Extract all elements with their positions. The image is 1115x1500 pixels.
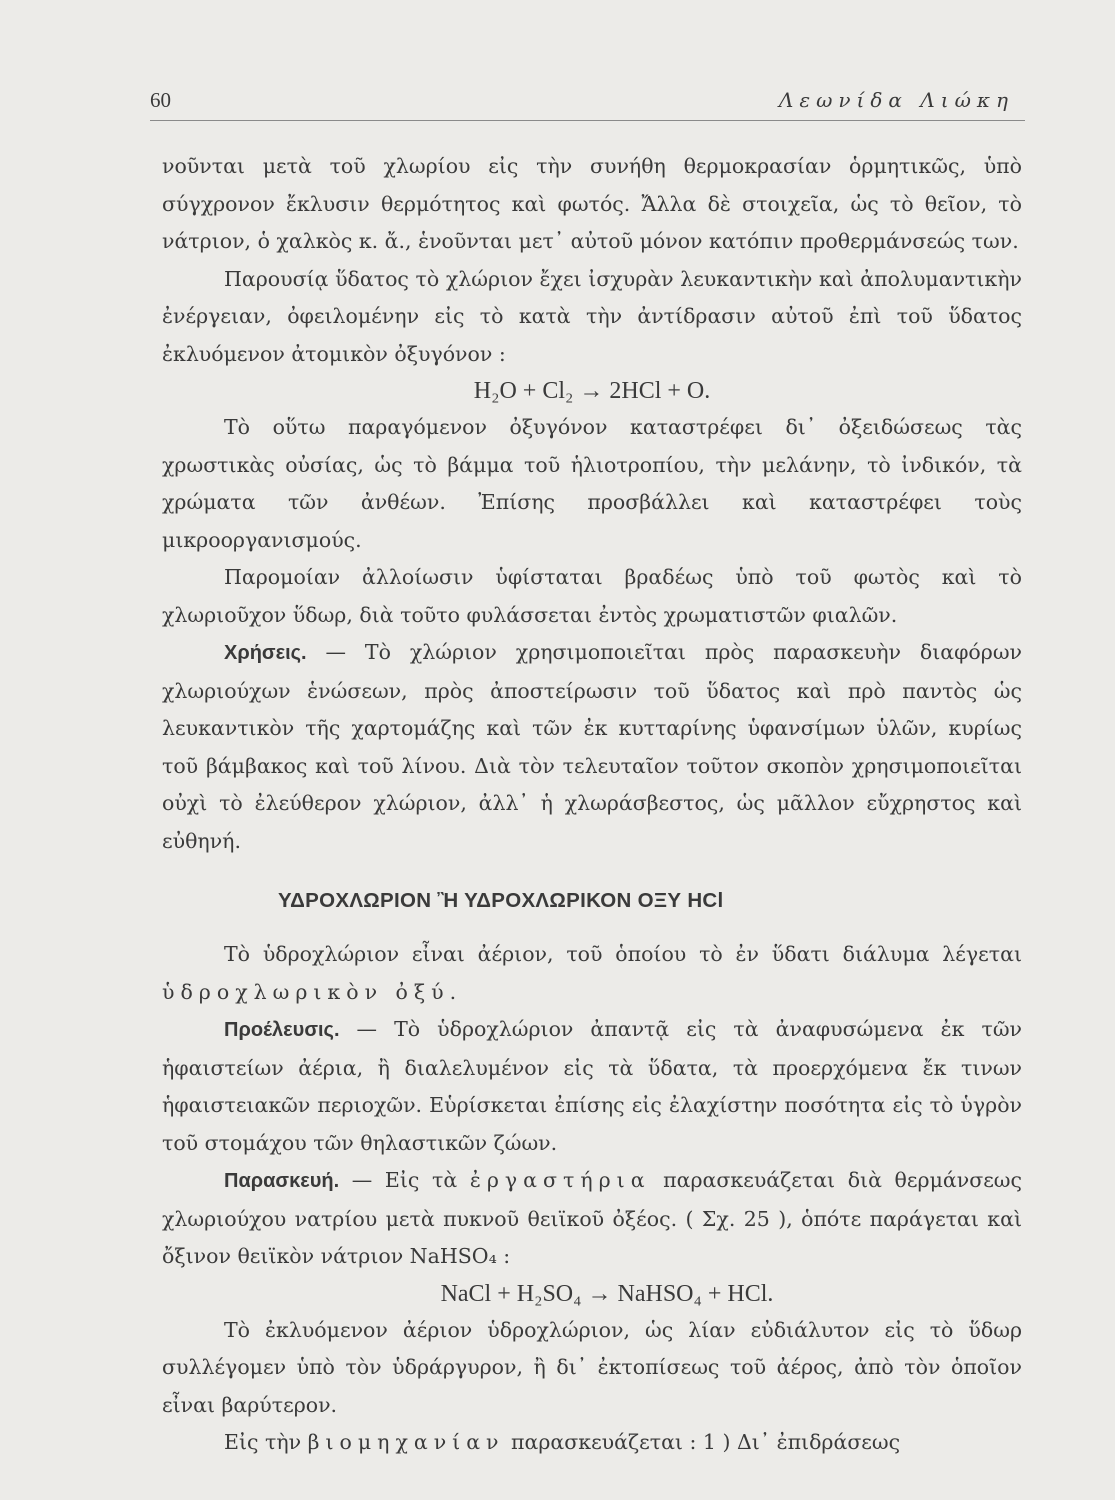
spaced-term: ἐργαστήρια bbox=[469, 1168, 651, 1192]
paragraph-text: Εἰς τὴν bbox=[224, 1430, 308, 1454]
equation: NaCl + H₂SO₄ → NaHSO₄ + HCl. bbox=[440, 1280, 774, 1307]
page-number: 60 bbox=[150, 88, 171, 112]
paragraph: Τὸ ἐκλυόμενον ἀέριον ὑδροχλώριον, ὡς λίαν εὐδιάλυτον εἰς τὸ ὕδωρ συλλέγομεν ὑπὸ τὸν ὑδράργυρον, ἢ δι᾽ ἐκτοπίσεως τοῦ ἀέρος, ἀπὸ τὸν ὁποῖον εἶναι βαρύτερον. bbox=[162, 1317, 1022, 1417]
equation: H₂O + Cl₂ → 2HCl + O. bbox=[473, 378, 711, 404]
paragraph bbox=[162, 1424, 1022, 1462]
paragraph bbox=[162, 936, 1022, 1011]
paragraph: Παρουσίᾳ ὕδατος τὸ χλώριον ἔχει ἰσχυρὰν λευκαντικὴν καὶ ἀπολυμαντικὴν ἐνέργειαν, ὀφειλομένην εἰς τὸ κατὰ τὴν ἀντίδρασιν αὐτοῦ ἐπὶ τοῦ ὕδατος ἐκλυόμενον ἀτομικὸν ὀξυγόνον : bbox=[162, 266, 1022, 366]
preparation-heading: Παρασκευή. bbox=[224, 1170, 340, 1192]
paragraph: νοῦνται μετὰ τοῦ χλωρίου εἰς τὴν συνήθη θερμοκρασίαν ὁρμητικῶς, ὑπὸ σύγχρονον ἔκλυσιν θερμότητος καὶ φωτός. Ἄλλα δὲ στοιχεῖα, ὡς τὸ θεῖον, τὸ νάτριον, ὁ χαλκὸς κ. ἄ., ἑνοῦνται μετ᾽ αὐτοῦ μόνον κατόπιν προθερμάνσεώς των. bbox=[162, 154, 1022, 253]
uses-text: — Τὸ χλώριον χρησιμοποιεῖται πρὸς παρασκευὴν διαφόρων χλωριούχων ἑνώσεων, πρὸς ἀποστείρωσιν τοῦ ὕδατος καὶ πρὸ παντὸς ὡς λευκαντικὸν τῆς χαρτομάζης καὶ τῶν ἐκ κυτταρίνης ὑφανσίμων ὑλῶν, κυρίως τοῦ βάμβακος καὶ τοῦ λίνου. Διὰ τὸν τελευταῖον τοῦτον σκοπὸν χρησιμοποιεῖται οὐχὶ τὸ ἐλεύθερον χλώριον, ἀλλ᾽ ἡ χλωράσβεστος, ὡς μᾶλλον εὔχρηστος καὶ εὐθηνή. bbox=[162, 640, 1022, 853]
paragraph-text: Τὸ ὑδροχλώριον εἶναι ἀέριον, τοῦ ὁποίου τὸ ἐν ὕδατι διάλυμα λέγεται bbox=[224, 942, 1022, 966]
preparation-text: παρασκευάζεται διὰ θερμάνσεως χλωριούχου νατρίου μετὰ πυκνοῦ θειϊκοῦ ὀξέος. ( Σχ. 25 ), ὁπότε παράγεται καὶ ὄξινον θειϊκὸν νάτριον NaHSO₄ : bbox=[162, 1168, 1023, 1268]
origin-heading: Προέλευσις. bbox=[224, 1019, 340, 1041]
paragraph: Τὸ οὕτω παραγόμενον ὀξυγόνον καταστρέφει δι᾽ ὀξειδώσεως τὰς χρωστικὰς οὐσίας, ὡς τὸ βάμμα τοῦ ἡλιοτροπίου, τὴν μελάνην, τὸ ἰνδικόν, τὰ χρώματα τῶν ἀνθέων. Ἐπίσης προσβάλλει καὶ καταστρέφει τοὺς μικροοργανισμούς. bbox=[162, 415, 1022, 552]
paragraph bbox=[162, 1011, 1022, 1162]
header-rule bbox=[150, 120, 1025, 121]
preparation-text: — Εἰς τὰ bbox=[339, 1168, 470, 1192]
uses-heading: Χρήσεις. bbox=[224, 642, 307, 664]
paragraph: Παρομοίαν ἀλλοίωσιν ὑφίσταται βραδέως ὑπὸ τοῦ φωτὸς καὶ τὸ χλωριοῦχον ὕδωρ, διὰ τοῦτο φυλάσσεται ἐντὸς χρωματιστῶν φιαλῶν. bbox=[162, 565, 1022, 627]
body-text bbox=[162, 148, 1022, 1462]
running-head: Λεωνίδα Λιώκη bbox=[778, 88, 1014, 112]
paragraph-text: παρασκευάζεται : 1 ) Δι᾽ ἐπιδράσεως bbox=[504, 1430, 901, 1454]
paragraph bbox=[162, 1162, 1022, 1276]
origin-text: — Τὸ ὑδροχλώριον ἀπαντᾷ εἰς τὰ ἀναφυσώμενα ἐκ τῶν ἡφαιστείων ἀέρια, ἢ διαλελυμένον εἰς τὰ ὕδατα, τὰ προερχόμενα ἔκ τινων ἡφαιστειακῶν περιοχῶν. Εὑρίσκεται ἐπίσης εἰς ἐλαχίστην ποσότητα εἰς τὸ ὑγρὸν τοῦ στομάχου τῶν θηλαστικῶν ζώων. bbox=[162, 1017, 1022, 1155]
spaced-term: ὑδροχλωρικὸν ὀξύ. bbox=[162, 979, 463, 1004]
paragraph bbox=[162, 634, 1022, 860]
spaced-term: βιομηχανίαν bbox=[307, 1430, 505, 1454]
section-title: ΥΔΡΟΧΛΩΡΙΟΝ Ἢ ΥΔΡΟΧΛΩΡΙΚΟΝ ΟΞΥ HCl bbox=[278, 889, 724, 912]
page-header bbox=[150, 88, 1020, 116]
